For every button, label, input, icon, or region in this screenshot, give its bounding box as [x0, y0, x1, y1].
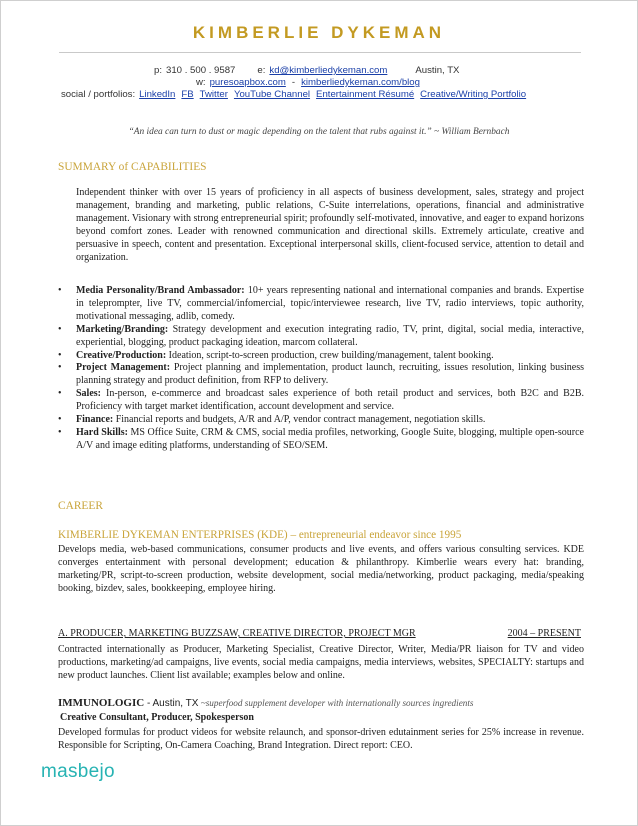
role-dates: 2004 – PRESENT: [507, 628, 581, 639]
role-line: [58, 628, 581, 639]
web-label: w:: [196, 77, 206, 88]
immunologic-location: - Austin, TX: [144, 698, 199, 709]
skill-item: [58, 388, 584, 414]
summary-intro: [76, 187, 584, 264]
summary-heading: SUMMARY of CAPABILITIES: [58, 161, 207, 173]
skill-text: Project planning and implementation, product launch, recruiting, issues resolution, linking business planning strategy and product definition, from RFP to delivery.: [76, 362, 584, 387]
skill-item: [58, 362, 584, 388]
contact-line-social: [61, 89, 637, 100]
phone-label: p:: [154, 65, 163, 76]
social-link-linkedin[interactable]: LinkedIn: [139, 89, 176, 100]
immunologic-description: [58, 727, 584, 753]
web-link-blog[interactable]: kimberliedykeman.com/blog: [301, 77, 420, 88]
phone-number: 310 . 500 . 9587: [166, 65, 236, 76]
skill-label: Sales:: [76, 388, 101, 400]
skill-text: In-person, e-commerce and broadcast sales experience of both retail product and services, both B2C and B2B. Proficiency with target market identification, account development and service.: [76, 388, 585, 413]
company-kde-text: Develops media, web-based communications, consumer products and live events, and offers various consulting services. KDE converges entertainment with personal development; education & philanthropy. Kimberlie wears every hat: branding, marketing/PR, script-to-screen production, website development, social media/networking, product packaging, media/speaking booking, bizdev, sales, bookkeeping, employee hiring.: [58, 544, 584, 594]
immunologic-tagline: ~superfood supplement developer with internationally sources ingredients: [198, 698, 474, 708]
location: Austin, TX: [415, 65, 460, 76]
skill-item: [58, 414, 584, 427]
role-description: [58, 644, 584, 683]
social-label: social / portfolios:: [61, 89, 136, 100]
skill-item: [58, 427, 584, 453]
web-link-puresoapbox[interactable]: puresoapbox.com: [209, 77, 286, 88]
immunologic-role: Creative Consultant, Producer, Spokesperson: [60, 712, 254, 723]
role-description-text: Contracted internationally as Producer, Marketing Specialist, Creative Director, Writer, Media/PR liaison for TV and video productions, marketing/ad campaigns, live events, social media campaigns, media interviews, websites, SPECIALTY: startups and new product launches. Client list available; examples below and online.: [58, 644, 584, 681]
skill-text: Strategy development and execution integrating radio, TV, print, digital, social media, interactive, experiential, blogging, product packaging ideation, marcom collateral.: [76, 323, 584, 348]
resume-name: KIMBERLIE DYKEMAN: [192, 23, 446, 42]
skill-label: Media Personality/Brand Ambassador:: [76, 285, 245, 296]
skill-label: Project Management:: [76, 362, 171, 374]
skill-label: Marketing/Branding:: [76, 323, 169, 335]
summary-intro-text: Independent thinker with over 15 years of proficiency in all aspects of business development, sales, strategy and project management, branding and marketing, public relations, C-Suite interrelations, operations, financial and administrative management. Visionary with strong entrepreneurial spirit; profoundly self-motivated, innovative, and eager to expand horizons beyond comfort zones. Leader with renowned communication and directional skills. Extremely articulate, creative and persuasive in speech, content and presentation. Exceptional interpersonal skills, client-focused service, attention to detail and organization.: [76, 187, 584, 263]
contact-line-phone-email: [154, 65, 637, 76]
skill-label: Hard Skills:: [76, 426, 128, 438]
career-heading: CAREER: [58, 500, 103, 512]
immunologic-company: IMMUNOLOGIC: [58, 697, 145, 709]
bullet-icon: •: [58, 285, 62, 296]
bullet-icon: •: [58, 388, 62, 400]
social-link-youtube[interactable]: YouTube Channel: [233, 89, 311, 100]
role-title: A. PRODUCER, MARKETING BUZZSAW, CREATIVE DIRECTOR, PROJECT MGR: [58, 628, 416, 639]
skill-text: MS Office Suite, CRM & CMS, social media profiles, networking, Google Suite, blogging, multiple open-source A/V and image editing platforms, understanding of SEO/SEM.: [76, 426, 584, 451]
header-divider: [59, 52, 581, 53]
bullet-icon: •: [58, 362, 62, 374]
skill-item: [58, 285, 584, 324]
social-link-twitter[interactable]: Twitter: [199, 89, 228, 100]
immunologic-description-text: Developed formulas for product videos for website relaunch, and sponsor-driven edutainment series for 25% increase in revenue. Responsible for Scripting, On-Camera Coaching, Brand Integration. Direct report: CEO.: [58, 727, 584, 751]
bullet-icon: •: [58, 426, 62, 438]
social-link-writing-portfolio[interactable]: Creative/Writing Portfolio: [420, 89, 527, 100]
web-separator: -: [291, 77, 296, 88]
skill-label: Finance:: [76, 414, 114, 426]
bullet-icon: •: [58, 323, 62, 335]
skills-list: [58, 285, 584, 453]
skill-text: Ideation, script-to-screen production, crew building/management, talent booking.: [168, 349, 494, 361]
contact-line-web: [196, 77, 637, 88]
company-kde-heading: KIMBERLIE DYKEMAN ENTERPRISES (KDE) – entrepreneurial endeavor since 1995: [58, 529, 462, 541]
company-kde-description: [58, 544, 584, 596]
skill-label: Creative/Production:: [76, 349, 167, 361]
social-link-fb[interactable]: FB: [181, 89, 194, 100]
skill-text: 10+ years representing national and international companies and brands. Expertise in teleprompter, live TV, commercial/infomercial, topic/interviewee research, live TV, radio interviews, topic authority, motivational messaging, adlib, comedy.: [76, 285, 584, 322]
social-link-entertainment-resume[interactable]: Entertainment Résumé: [316, 89, 415, 100]
header-quote: “An idea can turn to dust or magic depending on the talent that rubs against it.” ~ William Bernbach: [128, 127, 510, 137]
skill-text: Financial reports and budgets, A/R and A/P, vendor contract management, negotiation skills.: [115, 414, 486, 426]
bullet-icon: •: [58, 349, 62, 361]
email-link[interactable]: kd@kimberliedykeman.com: [269, 65, 388, 76]
email-label: e:: [257, 65, 266, 76]
watermark-logo: masbejo: [41, 761, 115, 782]
bullet-icon: •: [58, 414, 62, 426]
skill-item: [58, 350, 584, 363]
skill-item: [58, 324, 584, 350]
immunologic-heading: [58, 697, 474, 709]
